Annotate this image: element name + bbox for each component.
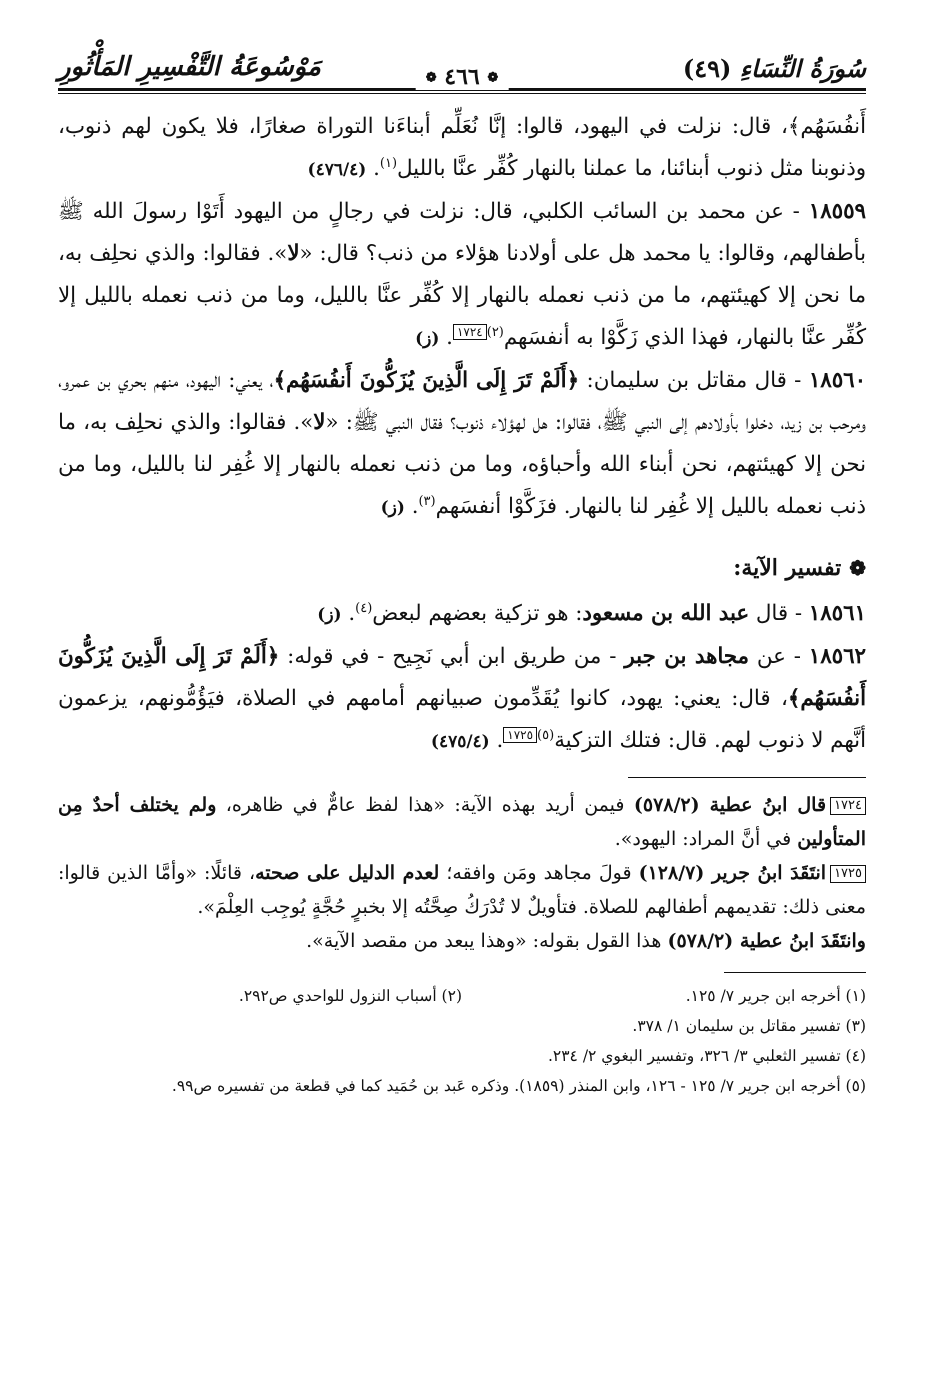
comments-divider (628, 777, 866, 778)
surah-name: سُورَةُ النِّسَاءِ (739, 54, 866, 83)
editor-comments (58, 788, 866, 958)
book-title: مَوْسُوعَةُ التَّفْسِيرِ المَأْثُورِ (58, 52, 321, 82)
footnote-marker: (١) (379, 155, 398, 171)
footnote-3: (٣) تفسير مقاتل بن سليمان ١/ ٣٧٨. (632, 1017, 866, 1035)
narration-18562: ١٨٥٦٢ - عن مجاهد بن جبر - من طريق ابن أبي نَجِيح - في قوله: ﴿أَلَمْ تَرَ إِلَى الَّذِينَ يُزَكُّونَ أَنفُسَهُم﴾، قال: يعني: يهود، كانوا يُقَدِّمون صبيانهم أمامهم في الصلاة، فيَؤُمُّونهم، يزعمون أنَّهم لا ذنوب لهم. قال: فتلك التزكية$^{(٥)}$١٧٢٥. (٤٧٥/٤) (58, 644, 866, 753)
main-text (58, 106, 866, 763)
narration-18561: ١٨٥٦١ - قال عبد الله بن مسعود: هو تزكية بعضهم لبعض$^{(٤)}$. (ز) (317, 600, 866, 626)
comment-1725-cont: وانتَقَدَ ابنُ عطية (٥٧٨/٢) هذا القول بقوله: «وهذا يبعد من مقصد الآية». (306, 930, 866, 952)
quran-verse: ﴿أَلَمْ تَرَ إِلَى الَّذِينَ يُزَكُّونَ أَنفُسَهُم﴾ (273, 368, 580, 393)
running-header (58, 46, 866, 106)
footnotes (58, 981, 866, 1101)
reference: (ز) (415, 329, 440, 349)
section-heading: ❁تفسير الآية: (733, 555, 866, 581)
narration-number: ١٨٥٦٠ (808, 368, 867, 393)
intro-paragraph: أَنفُسَهُم﴾، قال: نزلت في اليهود، قالوا: إنَّا نُعَلِّم أبناءَنا التوراة صغارًا، فلا يكون لهم ذنوب، وذنوبنا مثل ذنوب أبنائنا، ما عملنا بالنهار كُفِّر عنَّا بالليل$^{(١)}$. (٤٧٦/٤) (58, 114, 866, 181)
footnote-marker: (٥) (537, 727, 555, 743)
footnote-1: (١) أخرجه ابن جرير ٧/ ١٢٥. (685, 987, 866, 1005)
surah-header (683, 54, 866, 83)
flower-icon: ❁ (849, 556, 866, 580)
footnotes-divider (724, 972, 866, 973)
narrator-name: مجاهد بن جبر (624, 644, 749, 669)
footnote-marker: (٣) (418, 493, 436, 509)
page (58, 46, 866, 1101)
ornament-icon: ❁ (487, 70, 499, 86)
reference: (ز) (380, 498, 405, 518)
ornament-icon: ❁ (425, 70, 437, 86)
comment-1724: ١٧٢٤قال ابنُ عطية (٥٧٨/٢) فيمن أريد بهذه الآية: «هذا لفظ عامٌّ في ظاهره، ولم يختلف أحدٌ مِن المتأولين في أنَّ المراد: اليهود». (58, 794, 866, 850)
footnote-2: (٢) أسباب النزول للواحدي ص٢٩٢. (238, 987, 462, 1005)
page-number: ❁ ٤٦٦ ❁ (416, 64, 509, 90)
narration-18560: ١٨٥٦٠ - قال مقاتل بن سليمان: ﴿أَلَمْ تَرَ إِلَى الَّذِينَ يُزَكُّونَ أَنفُسَهُم﴾، يعني: اليهود، منهم بحري بن عمرو، ومرحب بن زيد، دخلوا بأولادهم إلى النبي ﷺ، فقالوا: هل لهؤلاء ذنوب؟ فقال النبي ﷺ: «لا». فقالوا: والذي نحلِف به، ما نحن إلا كهيئتهم، نحن أبناء الله وأحباؤه، وما من ذنب نعمله بالنهار إلا غُفِر لنا بالليل، وما من ذنب نعمله بالليل إلا غُفِر لنا بالنهار. فزَكَّوْا أنفسَهم$^{(٣)}$. (ز) (58, 368, 867, 519)
footnote-marker: (٤) (355, 600, 373, 616)
footnote-4: (٤) تفسير الثعلبي ٣/ ٣٢٦، وتفسير البغوي ٢/ ٢٣٤. (547, 1047, 866, 1065)
reference: (ز) (317, 605, 342, 625)
verse-number: (٤٩) (682, 54, 732, 83)
reference: (٤٧٥/٤) (430, 732, 490, 752)
narration-number: ١٨٥٦١ (808, 601, 866, 626)
comment-ref-box: ١٧٢٥ (503, 727, 537, 743)
narrator-name: عبد الله بن مسعود (582, 601, 750, 626)
comment-box: ١٧٢٥ (830, 865, 866, 883)
comment-1725: ١٧٢٥انتَقَدَ ابنُ جرير (١٢٨/٧) قولَ مجاهد ومَن وافقه؛ لعدم الدليل على صحته، قائلًا: «وأمَّا الذين قالوا: معنى ذلك: تقديمهم أطفالهم للصلاة. فتأويلٌ لا تُدْرَكُ صِحَّتُه إلا بخبرٍ حُجَّةٍ يُوجِب العِلْمَ». (58, 862, 866, 918)
reference: (٤٧٦/٤) (307, 160, 367, 180)
footnote-5: (٥) أخرجه ابن جرير ٧/ ١٢٥ - ١٢٦، وابن المنذر (١٨٥٩). وذكره عَبد بن حُمَيد كما في قطعة من تفسيره ص٩٩. (171, 1077, 866, 1095)
narration-18559: ١٨٥٥٩ - عن محمد بن السائب الكلبي، قال: نزلت في رجالٍ من اليهود أَتَوْا رسولَ الله ﷺ بأطفالهم، وقالوا: يا محمد هل على أولادنا هؤلاء من ذنب؟ قال: «لا». فقالوا: والذي نحلِف به، ما نحن إلا كهيئتهم، ما من ذنب نعمله بالنهار إلا كُفِّر عنَّا بالليل، وما من ذنب نعمله بالليل إلا كُفِّر عنَّا بالنهار، فهذا الذي زَكَّوْا به أنفسَهم$^{(٢)}$١٧٢٤. (ز) (58, 199, 867, 350)
narration-number: ١٨٥٦٢ (808, 644, 866, 669)
comment-ref-box: ١٧٢٤ (453, 324, 487, 340)
footnote-marker: (٢) (486, 324, 504, 340)
footnote-row (58, 981, 866, 1011)
comment-box: ١٧٢٤ (830, 797, 866, 815)
narration-number: ١٨٥٥٩ (808, 199, 866, 224)
quran-verse: ﴿أَلَمْ تَرَ إِلَى الَّذِينَ يُزَكُّونَ أَنفُسَهُم﴾ (58, 644, 866, 711)
